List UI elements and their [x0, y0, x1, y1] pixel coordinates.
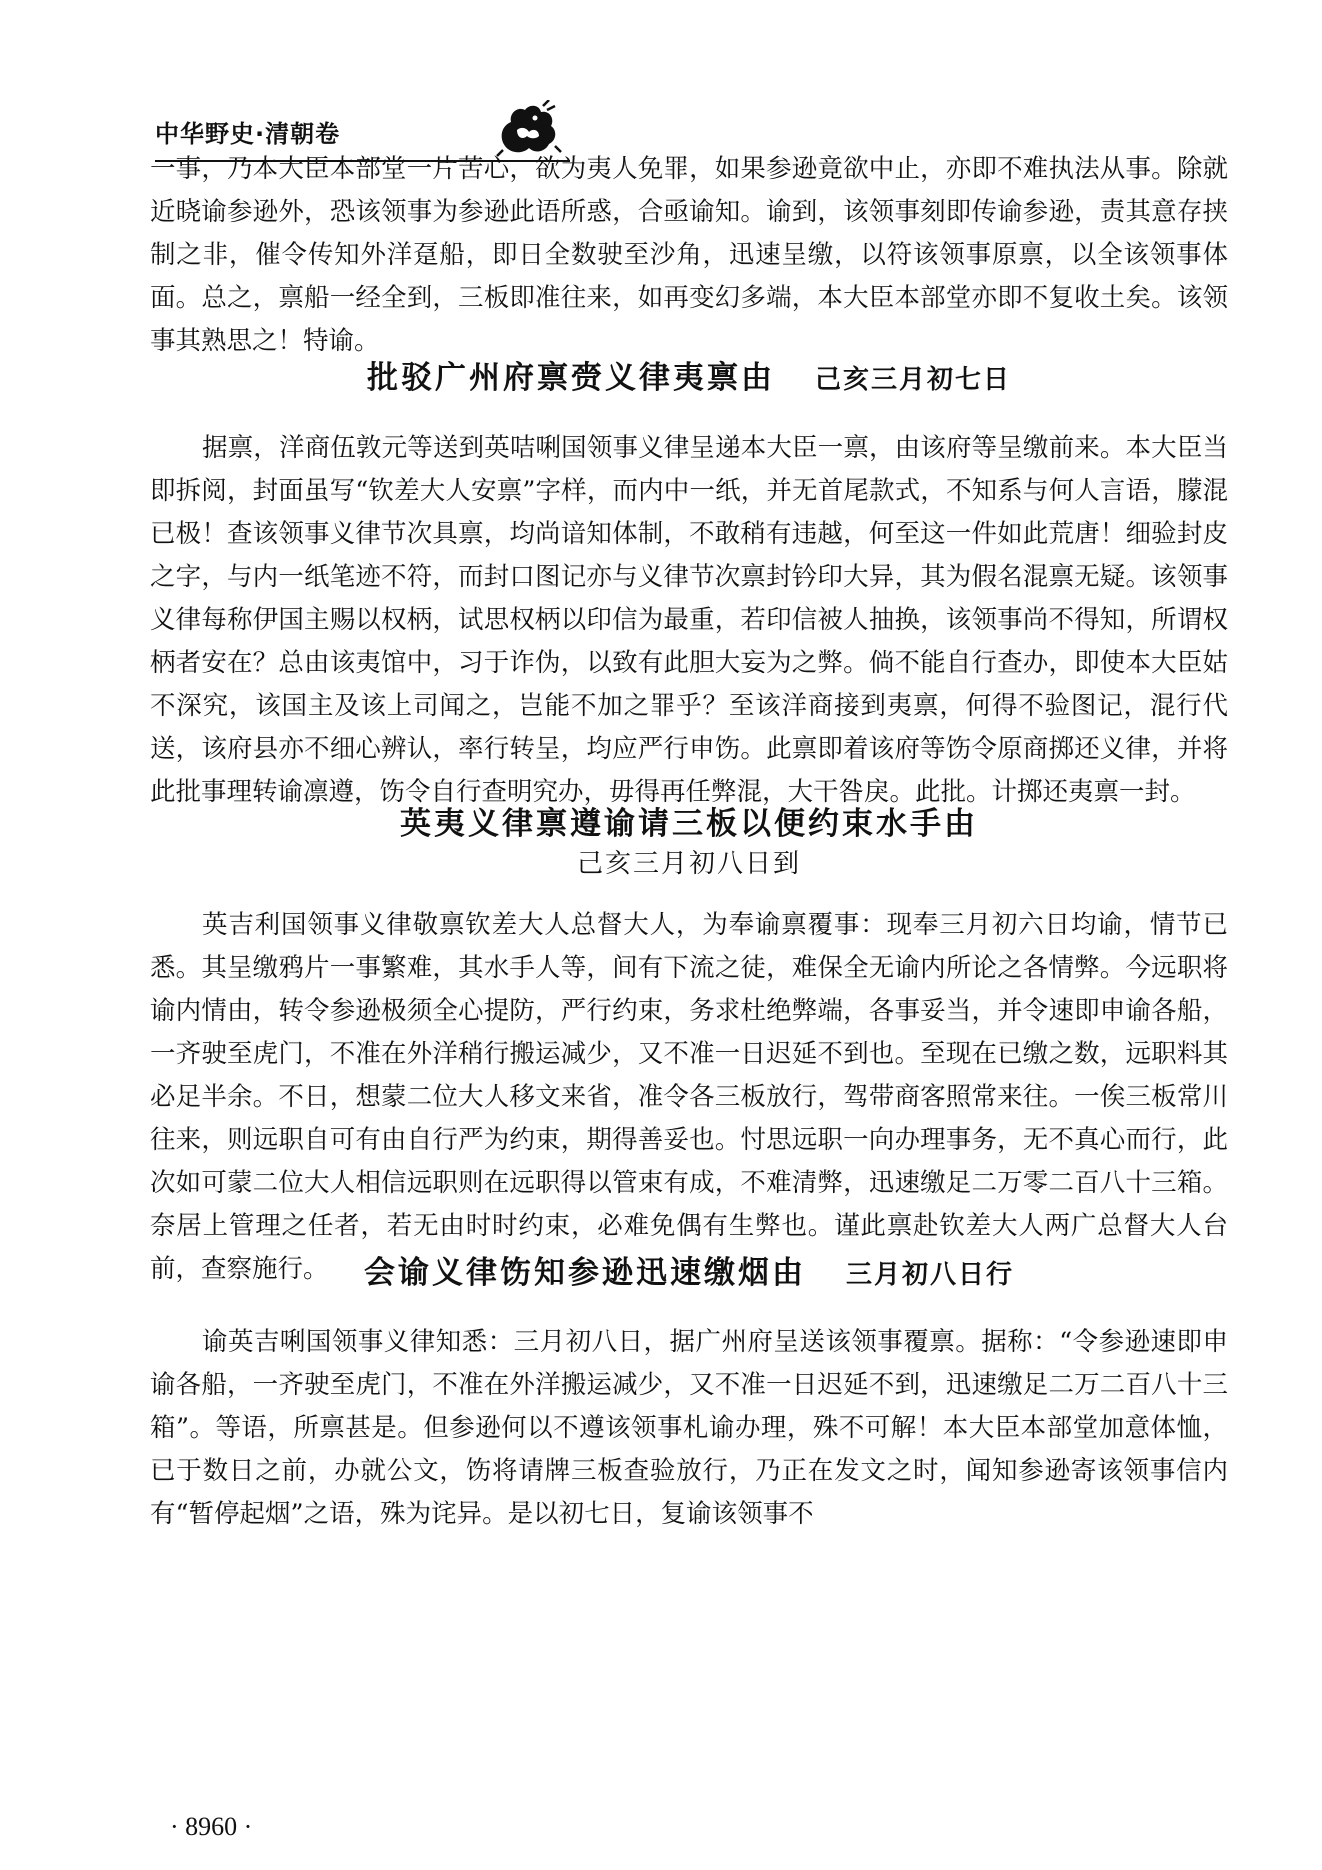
section-body-2: 英吉利国领事义律敬禀钦差大人总督大人，为奉谕禀覆事：现奉三月初六日均谕，情节已悉。其呈缴鸦片一事繁难，其水手人等，间有下流之徒，难保全无谕内所论之各情弊。今远职将谕内情由，转令参逊极须全心提防，严行约束，务求杜绝弊端，各事妥当，并令速即申谕各船，一齐驶至虎门，不准在外洋稍行搬运减少，又不准一日迟延不到也。至现在已缴之数，远职料其必足半余。不日，想蒙二位大人移文来省，准令各三板放行，驾带商客照常来往。一俟三板常川往来，则远职自可有由自行严为约束，期得善妥也。忖思远职一向办理事务，无不真心而行，此次如可蒙二位大人相信远职则在远职得以管束有成，不难清弊，迅速缴足二万零二百八十三箱。奈居上管理之任者，若无由时时约束，必难免偶有生弊也。谨此禀赴钦差大人两广总督大人台前，查察施行。	[150, 910, 1228, 1284]
paragraph-continued: 一事，乃本大臣本部堂一片苦心，欲为夷人免罪，如果参逊竟欲中止，亦即不难执法从事。除就近晓谕参逊外，恐该领事为参逊此语所惑，合亟谕知。谕到，该领事刻即传谕参逊，责其意存挟制之非，催令传知外洋趸船，即日全数驶至沙角，迅速呈缴，以符该领事原禀，以全该领事体面。总之，禀船一经全到，三板即准往来，如再变幻多端，本大臣本部堂亦即不复收土矣。该领事其熟思之！特谕。	[150, 154, 1228, 356]
section-body-1: 据禀，洋商伍敦元等送到英咭唎国领事义律呈递本大臣一禀，由该府等呈缴前来。本大臣当即拆阅，封面虽写“钦差大人安禀”字样，而内中一纸，并无首尾款式，不知系与何人言语，朦混已极！查该领事义律节次具禀，均尚谙知体制，不敢稍有违越，何至这一件如此荒唐！细验封皮之字，与内一纸笔迹不符，而封口图记亦与义律节次禀封钤印大异，其为假名混禀无疑。该领事义律每称伊国主赐以权柄，试思权柄以印信为最重，若印信被人抽换，该领事尚不得知，所谓权柄者安在？总由该夷馆中，习于诈伪，以致有此胆大妄为之弊。倘不能自行查办，即使本大臣姑不深究，该国主及该上司闻之，岂能不加之罪乎？至该洋商接到夷禀，何得不验图记，混行代送，该府县亦不细心辨认，率行转呈，均应严行申饬。此禀即着该府等饬令原商掷还义律，并将此批事理转谕凛遵，饬令自行查明究办，毋得再任弊混，大干咎戾。此批。计掷还夷禀一封。	[150, 433, 1228, 807]
series-title: 中华野史·清朝卷	[155, 120, 341, 148]
section-title: 英夷义律禀遵谕请三板以便约束水手由	[400, 806, 978, 842]
section-title: 会谕义律饬知参逊迅速缴烟由	[363, 1255, 806, 1291]
section-title: 批驳广州府禀赍义律夷禀由	[366, 360, 775, 396]
section-heading-3	[150, 1247, 1228, 1292]
section-date: 己亥三月初七日	[814, 365, 1011, 395]
section-date: 三月初八日行	[845, 1260, 1014, 1290]
section-heading-1	[150, 352, 1228, 397]
page-number: · 8960 ·	[170, 1812, 253, 1841]
section-heading-2	[150, 798, 1228, 843]
section-body-3: 谕英吉唎国领事义律知悉：三月初八日，据广州府呈送该领事覆禀。据称：“令参逊速即申谕各船，一齐驶至虎门，不准在外洋搬运减少，又不准一日迟延不到，迅速缴足二万二百八十三箱”。等语，所禀甚是。但参逊何以不遵该领事札谕办理，殊不可解！本大臣本部堂加意体恤，已于数日之前，办就公文，饬将请牌三板查验放行，乃正在发文之时，闻知参逊寄该领事信内有“暂停起烟”之语，殊为诧异。是以初七日，复谕该领事不	[150, 1327, 1228, 1529]
section-date: 己亥三月初八日到	[576, 849, 801, 879]
